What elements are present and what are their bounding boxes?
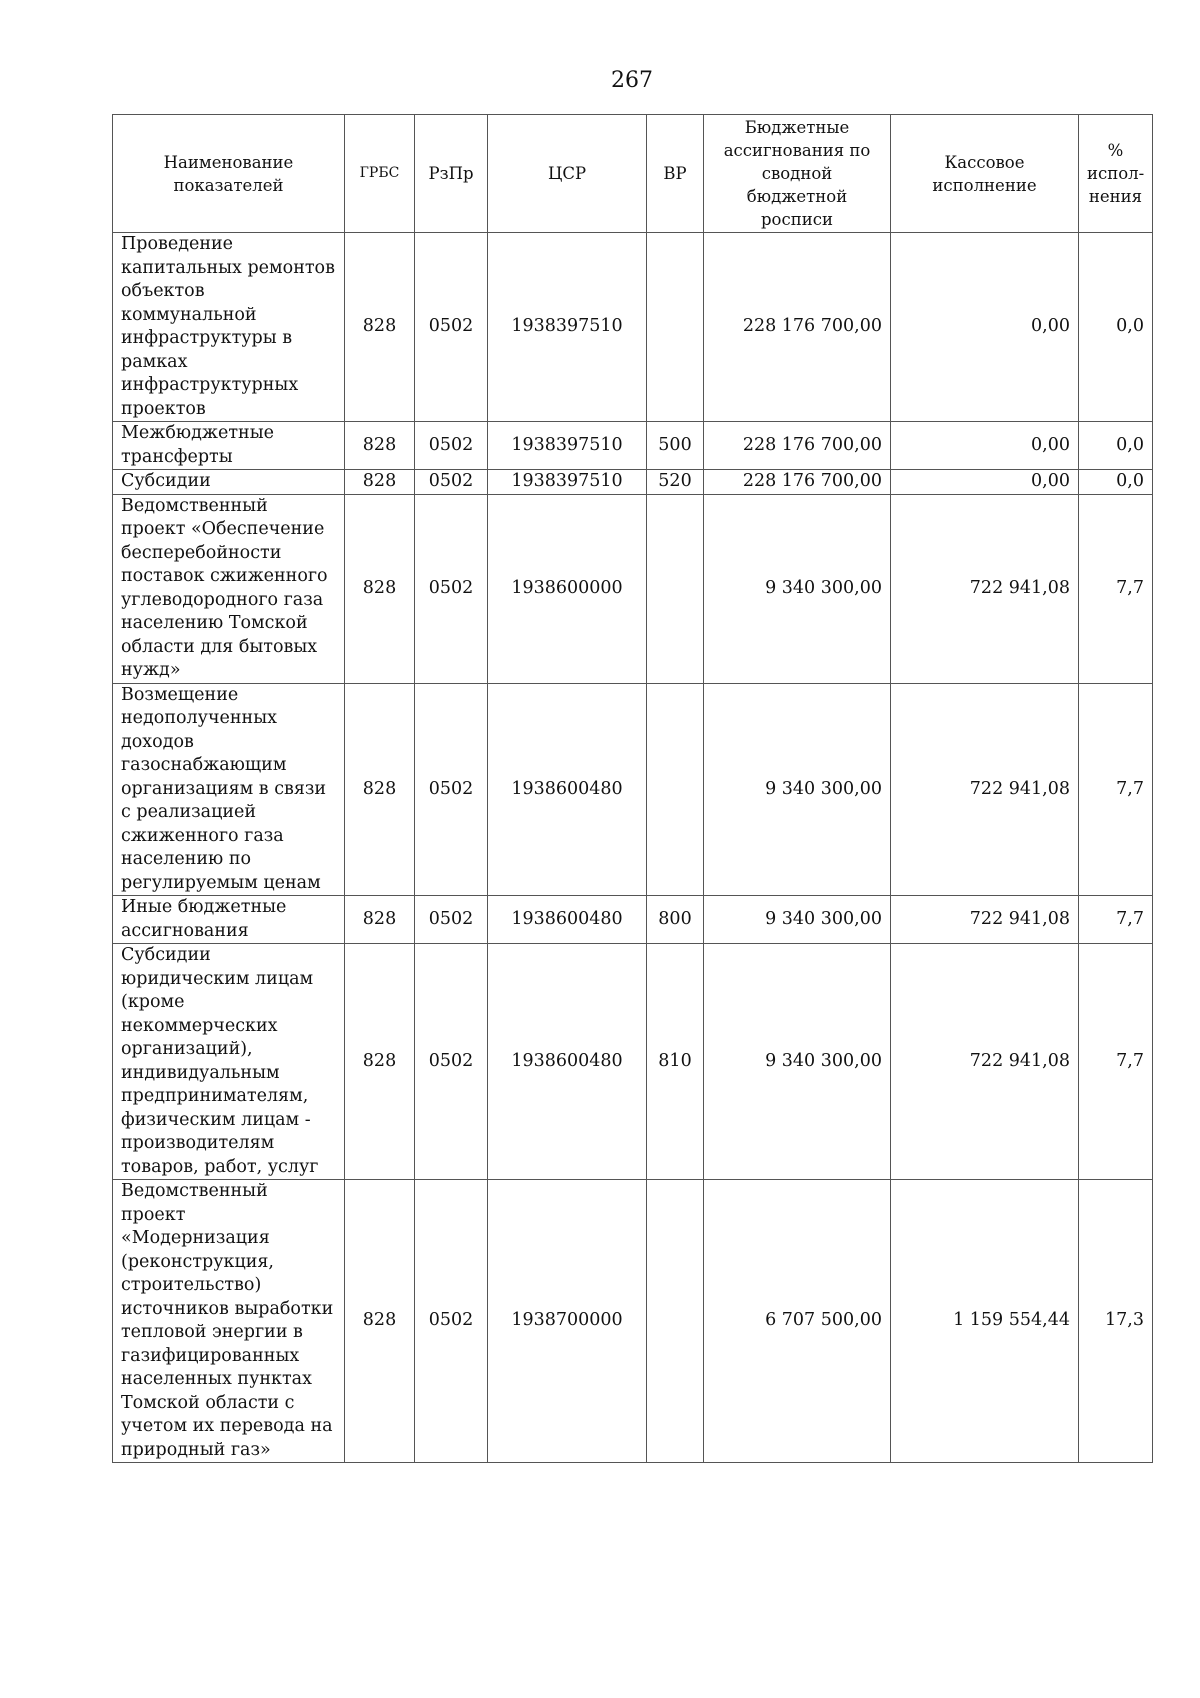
row-name: Межбюджетные трансферты [113, 422, 345, 470]
row-assignments: 228 176 700,00 [704, 422, 891, 470]
row-assignments: 9 340 300,00 [704, 494, 891, 683]
table-row [113, 494, 1153, 683]
row-percent: 0,0 [1079, 470, 1153, 495]
row-rzpr: 0502 [415, 494, 488, 683]
row-assignments: 6 707 500,00 [704, 1180, 891, 1463]
row-grbs: 828 [345, 683, 415, 896]
row-rzpr: 0502 [415, 422, 488, 470]
row-vr: 500 [647, 422, 704, 470]
row-grbs: 828 [345, 494, 415, 683]
row-grbs: 828 [345, 470, 415, 495]
row-grbs: 828 [345, 896, 415, 944]
row-vr [647, 494, 704, 683]
row-vr: 800 [647, 896, 704, 944]
header-vr: ВР [647, 115, 704, 233]
row-csr: 1938600480 [488, 944, 647, 1180]
row-name: Ведомственный проект «Обеспечение бесперебойности поставок сжиженного углеводородного газа населению Томской области для бытовых нужд» [113, 494, 345, 683]
row-vr [647, 233, 704, 422]
table-row [113, 683, 1153, 896]
row-name: Иные бюджетные ассигнования [113, 896, 345, 944]
table-row [113, 470, 1153, 495]
row-rzpr: 0502 [415, 233, 488, 422]
table-header-row [113, 115, 1153, 233]
row-vr [647, 683, 704, 896]
row-csr: 1938600000 [488, 494, 647, 683]
row-name: Субсидии [113, 470, 345, 495]
table-row [113, 896, 1153, 944]
row-csr: 1938600480 [488, 896, 647, 944]
header-grbs: ГРБС [345, 115, 415, 233]
row-cash: 722 941,08 [891, 683, 1079, 896]
row-assignments: 9 340 300,00 [704, 683, 891, 896]
row-vr: 810 [647, 944, 704, 1180]
row-cash: 0,00 [891, 233, 1079, 422]
header-rzpr: РзПр [415, 115, 488, 233]
row-cash: 1 159 554,44 [891, 1180, 1079, 1463]
table-row [113, 233, 1153, 422]
row-name: Ведомственный проект «Модернизация (реконструкция, строительство) источников выработки тепловой энергии в газифицированных населенных пунктах Томской области с учетом их перевода на природный газ» [113, 1180, 345, 1463]
row-percent: 0,0 [1079, 422, 1153, 470]
row-cash: 0,00 [891, 470, 1079, 495]
row-rzpr: 0502 [415, 683, 488, 896]
table-row [113, 1180, 1153, 1463]
row-vr [647, 1180, 704, 1463]
header-name: Наименование показателей [113, 115, 345, 233]
row-percent: 7,7 [1079, 494, 1153, 683]
header-percent: % испол- нения [1079, 115, 1153, 233]
row-grbs: 828 [345, 1180, 415, 1463]
row-name: Возмещение недополученных доходов газоснабжающим организациям в связи с реализацией сжиженного газа населению по регулируемым ценам [113, 683, 345, 896]
row-rzpr: 0502 [415, 944, 488, 1180]
row-grbs: 828 [345, 422, 415, 470]
row-name: Проведение капитальных ремонтов объектов коммунальной инфраструктуры в рамках инфраструктурных проектов [113, 233, 345, 422]
header-csr: ЦСР [488, 115, 647, 233]
row-cash: 0,00 [891, 422, 1079, 470]
row-assignments: 228 176 700,00 [704, 233, 891, 422]
row-rzpr: 0502 [415, 1180, 488, 1463]
header-assignments: Бюджетные ассигнования по сводной бюджетной росписи [704, 115, 891, 233]
page-number: 267 [611, 68, 653, 93]
table-row [113, 944, 1153, 1180]
row-assignments: 9 340 300,00 [704, 896, 891, 944]
row-assignments: 9 340 300,00 [704, 944, 891, 1180]
row-csr: 1938397510 [488, 422, 647, 470]
row-csr: 1938700000 [488, 1180, 647, 1463]
row-name: Субсидии юридическим лицам (кроме некоммерческих организаций), индивидуальным предпринимателям, физическим лицам - производителям товаров, работ, услуг [113, 944, 345, 1180]
row-percent: 7,7 [1079, 944, 1153, 1180]
row-percent: 17,3 [1079, 1180, 1153, 1463]
budget-execution-table [112, 114, 1153, 1463]
row-grbs: 828 [345, 944, 415, 1180]
row-percent: 7,7 [1079, 896, 1153, 944]
row-vr: 520 [647, 470, 704, 495]
row-csr: 1938397510 [488, 233, 647, 422]
table-row [113, 422, 1153, 470]
row-cash: 722 941,08 [891, 494, 1079, 683]
row-cash: 722 941,08 [891, 896, 1079, 944]
row-percent: 7,7 [1079, 683, 1153, 896]
header-cash: Кассовое исполнение [891, 115, 1079, 233]
row-assignments: 228 176 700,00 [704, 470, 891, 495]
row-grbs: 828 [345, 233, 415, 422]
row-csr: 1938600480 [488, 683, 647, 896]
row-csr: 1938397510 [488, 470, 647, 495]
row-rzpr: 0502 [415, 470, 488, 495]
row-percent: 0,0 [1079, 233, 1153, 422]
row-rzpr: 0502 [415, 896, 488, 944]
row-cash: 722 941,08 [891, 944, 1079, 1180]
